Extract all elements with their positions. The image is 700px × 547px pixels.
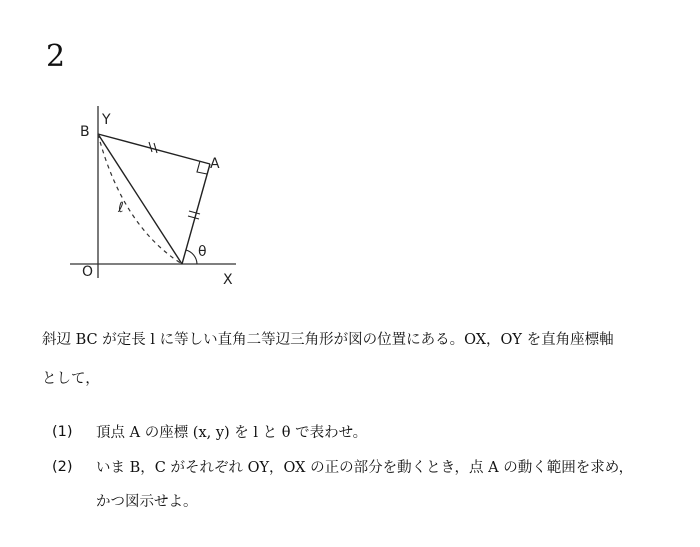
item-2-text-cont: かつ図示せよ。 [96,494,198,510]
statement-line-1: 斜辺 BC が定長 l に等しい直角二等辺三角形が図の位置にある。OX，OY を直角座標軸 [42,332,614,348]
figure-svg [60,96,260,296]
statement-line-2: として， [42,371,100,387]
tick-ac-1 [189,211,200,214]
problem-number: 2 [46,39,66,74]
label-a: A [210,156,220,172]
label-l: ℓ [118,200,124,216]
label-x: X [223,272,233,288]
item-1-text: 頂点 A の座標 (x, y) を l と θ で表わせ。 [96,425,368,441]
item-2-label: (2) [52,459,73,475]
triangle-figure [60,96,260,296]
label-theta: θ [198,244,207,260]
label-o: O [82,264,94,280]
theta-arc [186,250,197,264]
tick-ac-2 [188,216,199,219]
label-y: Y [102,112,111,128]
tick-ba-2 [154,143,157,153]
item-2-text: いま B，C がそれぞれ OY，OX の正の部分を動くとき，点 A の動く範囲を求め， [96,460,634,476]
label-b: B [80,124,90,140]
item-1-label: (1) [52,424,73,440]
tick-ba-1 [149,142,152,152]
